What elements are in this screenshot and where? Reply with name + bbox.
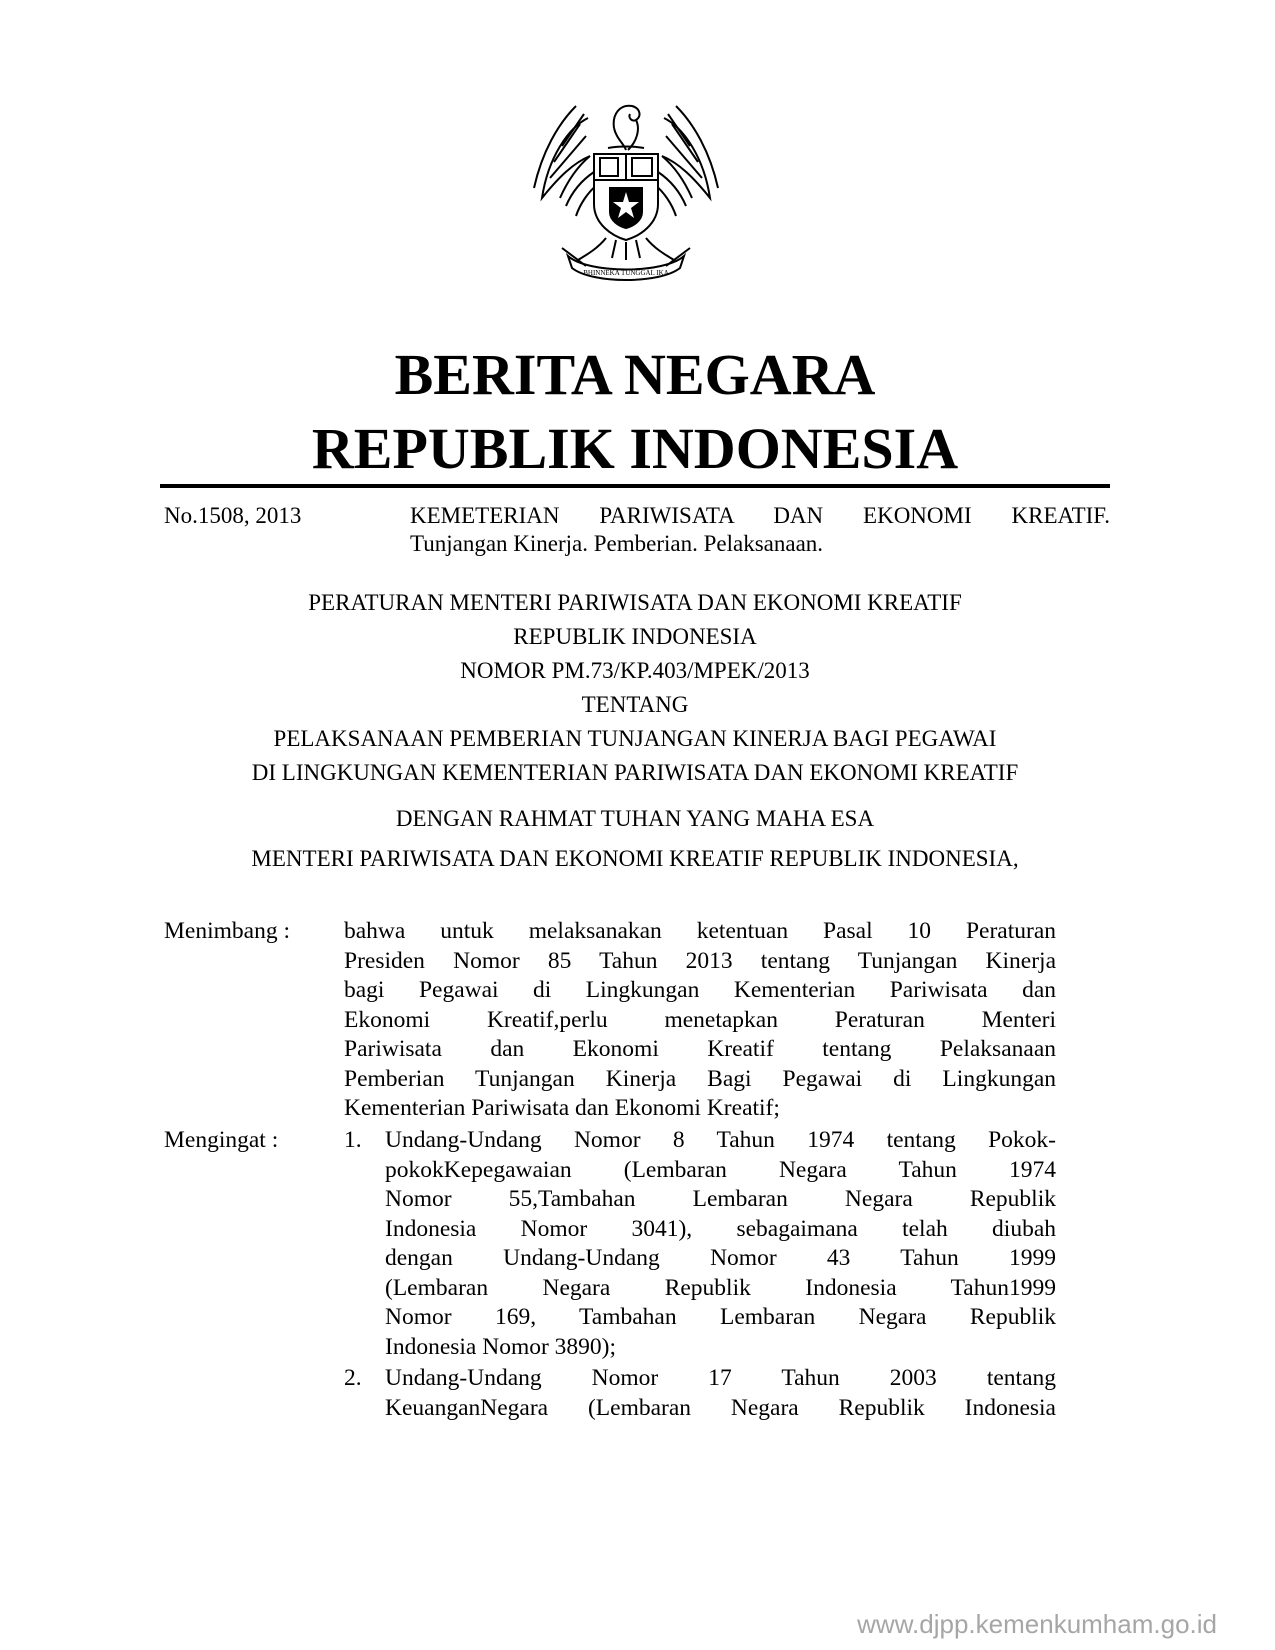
menimbang-line: Presiden Nomor 85 Tahun 2013 tentang Tunjangan Kinerja [344,947,1056,974]
emblem-ribbon-text: BHINNEKA TUNGGAL IKA [583,269,669,277]
mengingat-line: pokokKepegawaian (Lembaran Negara Tahun 1974 [385,1156,1056,1183]
mengingat-item-2 [385,1364,1056,1423]
mengingat-item-1 [385,1126,1056,1362]
regulation-title-line1: PERATURAN MENTERI PARIWISATA DAN EKONOMI KREATIF [308,590,962,615]
mengingat-label: Mengingat : [164,1127,279,1153]
menimbang-line: bahwa untuk melaksanakan ketentuan Pasal 10 Peraturan [344,918,1056,944]
mengingat-line: Undang-Undang Nomor 8 Tahun 1974 tentang Pokok- [385,1127,1056,1153]
regulation-invocation: DENGAN RAHMAT TUHAN YANG MAHA ESA [395,806,875,831]
mengingat-line: Indonesia Nomor 3041), sebagaimana telah diubah [385,1215,1056,1242]
mengingat-line: Nomor 55,Tambahan Lembaran Negara Republik [385,1186,1056,1212]
mengingat-line: Nomor 169, Tambahan Lembaran Negara Republik [385,1304,1056,1330]
masthead-title-line1: BERITA NEGARA [394,342,876,407]
regulation-tentang: TENTANG [581,692,689,717]
footer-url[interactable]: www.djpp.kemenkumham.go.id [857,1609,1217,1639]
menimbang-line: Kementerian Pariwisata dan Ekonomi Kreatif; [344,1095,780,1121]
masthead-title-line2: REPUBLIK INDONESIA [311,416,959,481]
regulation-title-line2: REPUBLIK INDONESIA [513,624,757,649]
mengingat-line: dengan Undang-Undang Nomor 43 Tahun 1999 [385,1245,1056,1271]
mengingat-item-number: 1. [344,1127,362,1153]
masthead-divider [160,484,1110,488]
regulation-issuer: MENTERI PARIWISATA DAN EKONOMI KREATIF REPUBLIK INDONESIA, [251,846,1019,871]
menimbang-body [344,917,1056,1124]
regulation-subject-line2: DI LINGKUNGAN KEMENTERIAN PARIWISATA DAN EKONOMI KREATIF [251,760,1019,785]
mengingat-item-number: 2. [344,1365,362,1391]
issue-category: KEMETERIAN PARIWISATA DAN EKONOMI KREATIF. [410,503,1110,528]
mengingat-line: KeuanganNegara (Lembaran Negara Republik Indonesia [385,1394,1056,1421]
regulation-number: NOMOR PM.73/KP.403/MPEK/2013 [460,658,810,683]
garuda-emblem-icon [528,88,724,288]
menimbang-line: bagi Pegawai di Lingkungan Kementerian Pariwisata dan [344,977,1056,1003]
menimbang-line: Pariwisata dan Ekonomi Kreatif tentang Pelaksanaan [344,1036,1056,1062]
menimbang-label: Menimbang : [164,918,290,944]
issue-number: No.1508, 2013 [164,503,302,528]
mengingat-line: Indonesia Nomor 3890); [385,1333,617,1360]
regulation-subject-line1: PELAKSANAAN PEMBERIAN TUNJANGAN KINERJA BAGI PEGAWAI [273,726,997,751]
mengingat-line: Undang-Undang Nomor 17 Tahun 2003 tentang [385,1365,1056,1391]
issue-topics: Tunjangan Kinerja. Pemberian. Pelaksanaan. [410,531,824,556]
menimbang-line: Ekonomi Kreatif,perlu menetapkan Peraturan Menteri [344,1006,1056,1033]
mengingat-line: (Lembaran Negara Republik Indonesia Tahun1999 [385,1274,1056,1301]
menimbang-line: Pemberian Tunjangan Kinerja Bagi Pegawai di Lingkungan [344,1065,1056,1092]
